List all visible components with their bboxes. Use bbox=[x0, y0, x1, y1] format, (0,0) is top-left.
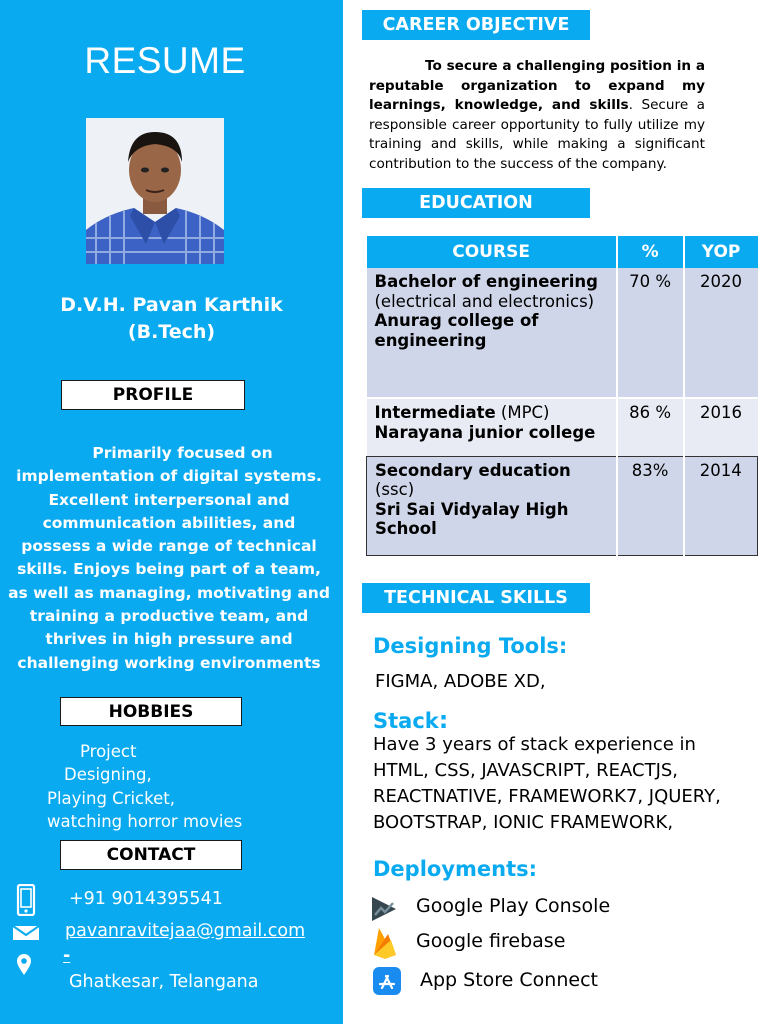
contact-location: Ghatkesar, Telangana bbox=[69, 972, 259, 992]
institute-name: Anurag college of engineering bbox=[374, 311, 539, 350]
person-name bbox=[0, 292, 343, 346]
firebase-icon bbox=[371, 926, 399, 964]
course-cell bbox=[367, 456, 617, 555]
course-name: Intermediate bbox=[374, 403, 496, 422]
education-heading: EDUCATION bbox=[362, 188, 590, 218]
profile-photo bbox=[86, 118, 224, 264]
col-yop: YOP bbox=[684, 236, 758, 268]
yop-cell: 2016 bbox=[684, 398, 758, 456]
col-course: COURSE bbox=[367, 236, 617, 268]
deploy-item: Google firebase bbox=[416, 930, 566, 952]
table-header-row bbox=[367, 236, 758, 268]
yop-cell: 2020 bbox=[684, 268, 758, 398]
hobby-item: Designing, bbox=[64, 765, 152, 784]
technical-skills-heading: TECHNICAL SKILLS bbox=[362, 583, 590, 613]
app-store-icon bbox=[373, 967, 401, 999]
contact-email-link[interactable]: pavanravitejaa@gmail.com bbox=[65, 921, 306, 941]
course-detail: (MPC) bbox=[495, 403, 550, 422]
course-detail: (ssc) bbox=[375, 480, 415, 499]
degree: (B.Tech) bbox=[127, 321, 216, 343]
institute-name: Narayana junior college bbox=[374, 422, 596, 442]
location-pin-icon bbox=[16, 954, 32, 980]
table-row bbox=[367, 268, 758, 398]
phone-icon bbox=[16, 884, 36, 920]
resume-title: RESUME bbox=[84, 40, 246, 81]
hobby-item: Playing Cricket, bbox=[47, 789, 175, 808]
contact-label: CONTACT bbox=[60, 840, 242, 870]
education-table bbox=[366, 236, 758, 556]
designing-tools-title: Designing Tools: bbox=[373, 634, 568, 658]
hobbies-label: HOBBIES bbox=[60, 697, 242, 726]
table-row bbox=[367, 398, 758, 456]
stack-title-text: Stack bbox=[373, 709, 439, 733]
designing-tools-list: FIGMA, ADOBE XD, bbox=[375, 671, 546, 692]
career-objective-heading: CAREER OBJECTIVE bbox=[362, 10, 590, 40]
course-cell bbox=[367, 398, 617, 456]
deployments-title: Deployments: bbox=[373, 857, 538, 881]
objective-normal: . Secure a responsible career opportunity to fully utilize my training and skills, while making a significant contribution to the success of the company. bbox=[369, 97, 705, 172]
table-row bbox=[367, 456, 758, 555]
career-objective-text bbox=[369, 57, 705, 187]
percent-cell: 70 % bbox=[617, 268, 684, 398]
envelope-icon bbox=[12, 925, 40, 945]
course-cell bbox=[367, 268, 617, 398]
percent-cell: 86 % bbox=[617, 398, 684, 456]
profile-text bbox=[8, 442, 330, 675]
course-name: Bachelor of engineering bbox=[374, 272, 598, 291]
hobby-item: Project bbox=[80, 742, 137, 761]
stack-title bbox=[373, 706, 448, 734]
hobby-item: watching horror movies bbox=[47, 812, 243, 831]
google-play-console-icon bbox=[369, 894, 399, 928]
profile-label: PROFILE bbox=[61, 380, 245, 410]
stack-description: Have 3 years of stack experience in HTML, CSS, JAVASCRIPT, REACTJS, REACTNATIVE, FRAMEWORK7, JQUERY, BOOTSTRAP, IONIC FRAMEWORK, bbox=[373, 734, 721, 833]
yop-cell: 2014 bbox=[684, 456, 758, 555]
course-name: Secondary education bbox=[375, 460, 571, 480]
objective-bold: To secure a challenging position in a reputable organization to expand my learnings, knowledge, and skills bbox=[369, 58, 705, 113]
profile-paragraph: Primarily focused on implementation of digital systems. Excellent interpersonal and communication abilities, and possess a wide range of technical skills. Enjoys being part of a team, as well as managing, motivating and training a productive team, and thrives in high pressure and challenging working environments bbox=[8, 444, 330, 672]
deploy-item: App Store Connect bbox=[420, 969, 598, 991]
institute-name: Sri Sai Vidyalay High School bbox=[375, 499, 569, 538]
col-percent: % bbox=[617, 236, 684, 268]
percent-cell: 83% bbox=[617, 456, 684, 555]
stack-title-colon: : bbox=[438, 706, 449, 734]
course-detail: (electrical and electronics) bbox=[374, 291, 595, 311]
person-photo-icon bbox=[86, 118, 224, 264]
sidebar bbox=[0, 0, 343, 1024]
contact-phone: +91 9014395541 bbox=[69, 889, 223, 909]
contact-email-suffix: - bbox=[63, 946, 71, 966]
deploy-item: Google Play Console bbox=[416, 895, 611, 917]
full-name: D.V.H. Pavan Karthik bbox=[60, 294, 283, 316]
